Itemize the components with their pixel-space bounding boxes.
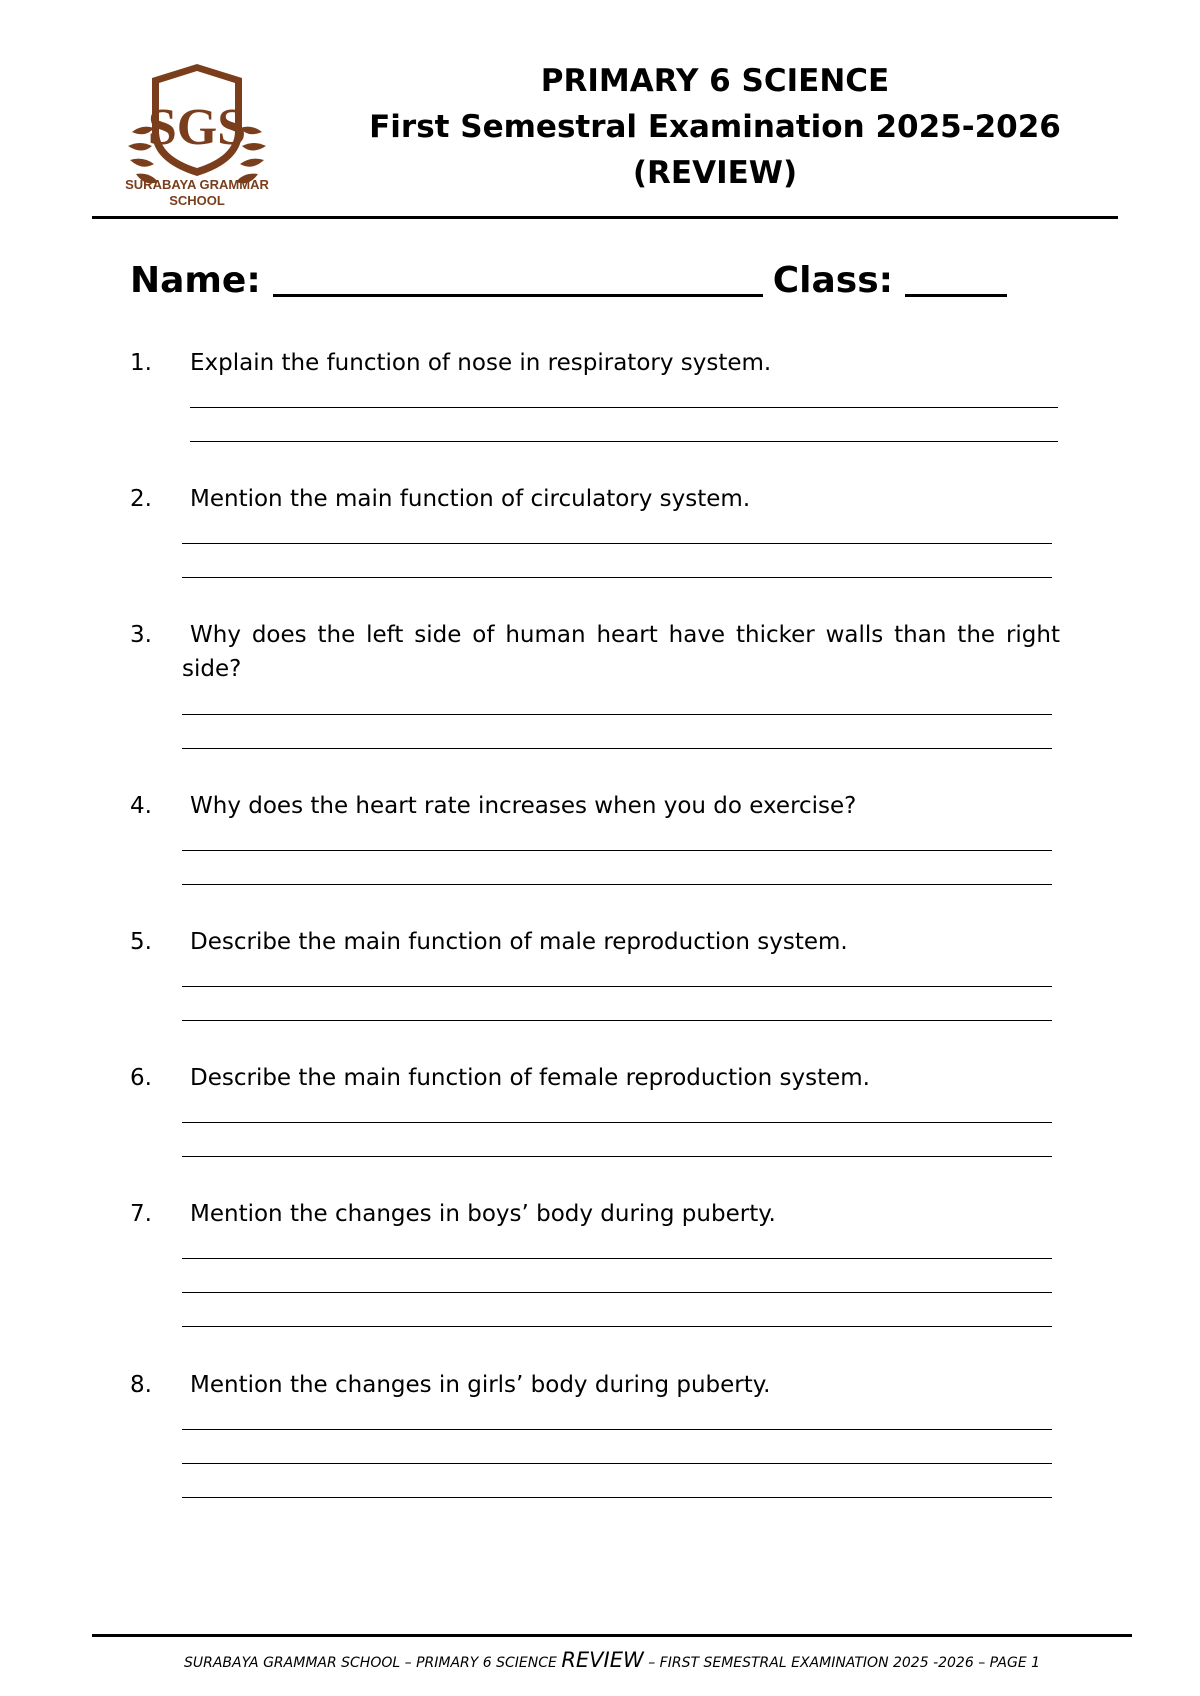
question-number: 8. (130, 1372, 152, 1398)
question-1 (130, 346, 1060, 380)
header-divider (92, 216, 1118, 219)
question-4 (130, 789, 1060, 823)
question-6 (130, 1061, 1060, 1095)
student-fields (130, 258, 1017, 303)
title-line1: PRIMARY 6 SCIENCE (540, 63, 890, 99)
question-text: Why does the left side of human heart have thicker walls than the right side? (182, 622, 1060, 682)
title-line2: First Semestral Examination 2025-2026 (369, 109, 1061, 145)
name-field[interactable] (273, 258, 763, 297)
logo-caption-line1: SURABAYA GRAMMAR (125, 177, 269, 192)
answer-line[interactable] (182, 543, 1052, 544)
question-3 (130, 618, 1060, 686)
title-line3: (REVIEW) (632, 155, 798, 191)
question-8 (130, 1368, 1060, 1402)
question-2 (130, 482, 1060, 516)
question-number: 5. (130, 929, 152, 955)
answer-line[interactable] (182, 1326, 1052, 1327)
logo-caption (92, 177, 302, 209)
answer-line[interactable] (182, 748, 1052, 749)
question-text: Describe the main function of female reproduction system. (190, 1065, 870, 1091)
class-label: Class: (772, 260, 894, 301)
question-text: Mention the changes in girls’ body during puberty. (190, 1372, 771, 1398)
question-number: 2. (130, 486, 152, 512)
logo-initials: SGS (147, 99, 247, 156)
answer-line[interactable] (182, 1258, 1052, 1259)
question-number: 7. (130, 1201, 152, 1227)
question-text: Why does the heart rate increases when you do exercise? (190, 793, 857, 819)
answer-line[interactable] (182, 577, 1052, 578)
footer-review-label: REVIEW (561, 1648, 644, 1672)
question-text: Mention the main function of circulatory system. (190, 486, 751, 512)
footer-text-end: – FIRST SEMESTRAL EXAMINATION 2025 -2026 – PAGE 1 (643, 1655, 1041, 1671)
answer-line[interactable] (182, 1429, 1052, 1430)
question-5 (130, 925, 1060, 959)
name-label: Name: (130, 260, 261, 301)
answer-line[interactable] (182, 850, 1052, 851)
question-text: Describe the main function of male reproduction system. (190, 929, 848, 955)
answer-line[interactable] (182, 1497, 1052, 1498)
answer-line[interactable] (190, 407, 1058, 408)
question-number: 3. (130, 622, 152, 648)
answer-line[interactable] (182, 1020, 1052, 1021)
answer-line[interactable] (182, 714, 1052, 715)
question-text: Mention the changes in boys’ body during puberty. (190, 1201, 776, 1227)
answer-line[interactable] (182, 1156, 1052, 1157)
footer-divider (92, 1634, 1132, 1637)
question-number: 4. (130, 793, 152, 819)
answer-line[interactable] (182, 1463, 1052, 1464)
answer-line[interactable] (182, 1122, 1052, 1123)
answer-line[interactable] (190, 441, 1058, 442)
question-number: 6. (130, 1065, 152, 1091)
page-footer (92, 1648, 1132, 1672)
question-7 (130, 1197, 1060, 1231)
footer-text-start: SURABAYA GRAMMAR SCHOOL – PRIMARY 6 SCIENCE (183, 1655, 562, 1671)
answer-line[interactable] (182, 1292, 1052, 1293)
document-title (330, 58, 1100, 196)
answer-line[interactable] (182, 884, 1052, 885)
question-text: Explain the function of nose in respiratory system. (190, 350, 772, 376)
logo-caption-line2: SCHOOL (169, 193, 225, 208)
answer-line[interactable] (182, 986, 1052, 987)
class-field[interactable] (905, 258, 1007, 297)
question-number: 1. (130, 350, 152, 376)
